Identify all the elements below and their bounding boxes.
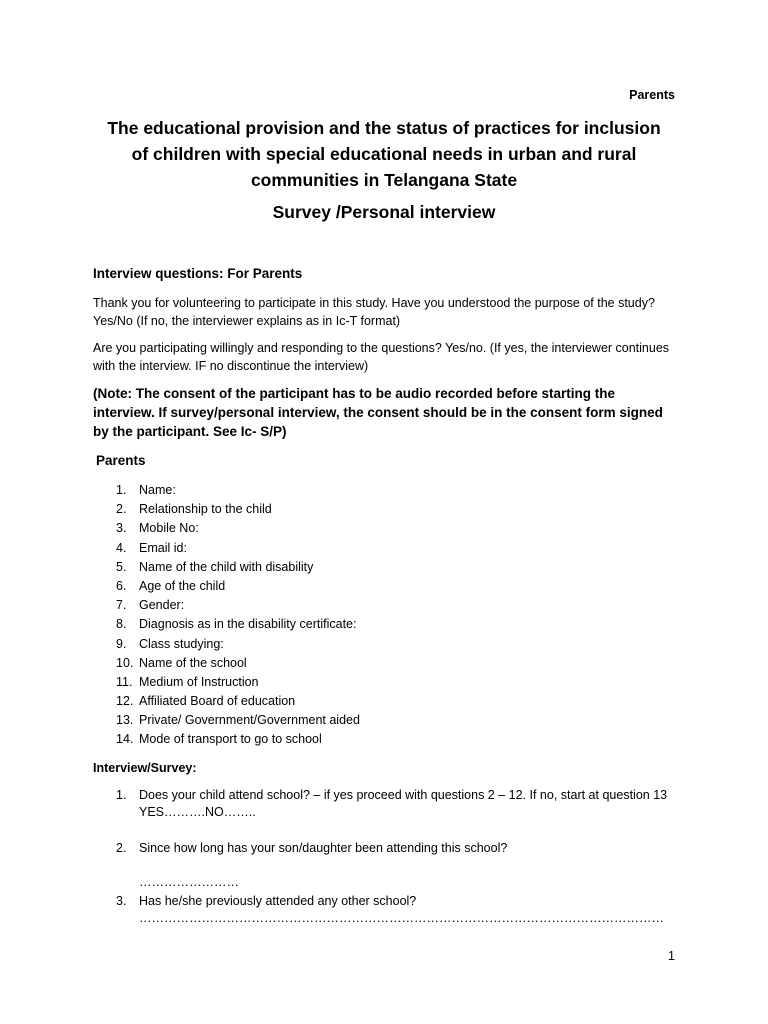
title-line-1: The educational provision and the status of practices for inclusion: [107, 118, 661, 138]
survey-question-2: 2. Since how long has your son/daughter been attending this school? ……………………: [116, 841, 508, 889]
list-item: 11. Medium of Instruction: [116, 674, 259, 689]
interview-questions-heading: Interview questions: For Parents: [93, 266, 303, 281]
list-item: 9. Class studying:: [116, 636, 224, 651]
intro-paragraph-2: Are you participating willingly and responding to the questions? Yes/no. (If yes, the interviewer continues with the interview. IF no discontinue the interview): [93, 341, 670, 373]
title-line-3: communities in Telangana State: [250, 170, 518, 190]
document-subtitle: Survey /Personal interview: [272, 202, 496, 222]
list-item: 8. Diagnosis as in the disability certificate:: [116, 617, 357, 632]
list-item: 13. Private/ Government/Government aided: [116, 713, 360, 728]
list-item: 10. Name of the school: [116, 655, 247, 670]
list-item: 5. Name of the child with disability: [116, 559, 314, 574]
survey-question-3: 3. Has he/she previously attended any other school? ………………………………………………………………………………………………………………: [116, 894, 664, 925]
page-number: 1: [668, 949, 675, 963]
parent-details-list: [93, 481, 653, 750]
list-item: 12. Affiliated Board of education: [116, 694, 296, 709]
consent-note: (Note: The consent of the participant has to be audio recorded before starting the interview. If survey/personal interview, the consent should be in the consent form signed by the participant. See Ic- S/P): [93, 386, 663, 439]
header-label: Parents: [629, 88, 675, 102]
list-item: 3. Mobile No:: [116, 521, 199, 536]
intro-paragraph-1: Thank you for volunteering to participate in this study. Have you understood the purpose of the study? Yes/No (If no, the interviewer explains as in Ic-T format): [93, 296, 655, 328]
list-item: 7. Gender:: [116, 598, 185, 613]
document-title: [93, 115, 675, 193]
parents-heading: Parents: [96, 453, 146, 468]
title-line-2: of children with special educational needs in urban and rural: [131, 144, 637, 164]
list-item: 2. Relationship to the child: [116, 502, 272, 517]
survey-question-1: 1. Does your child attend school? – if yes proceed with questions 2 – 12. If no, start at question 13 YES……….NO……..: [116, 788, 668, 819]
list-item: 14. Mode of transport to go to school: [116, 732, 322, 747]
list-item: 4. Email id:: [116, 540, 187, 555]
interview-survey-heading: Interview/Survey:: [93, 761, 197, 775]
list-item: 1. Name:: [116, 483, 176, 497]
list-item: 6. Age of the child: [116, 578, 226, 593]
